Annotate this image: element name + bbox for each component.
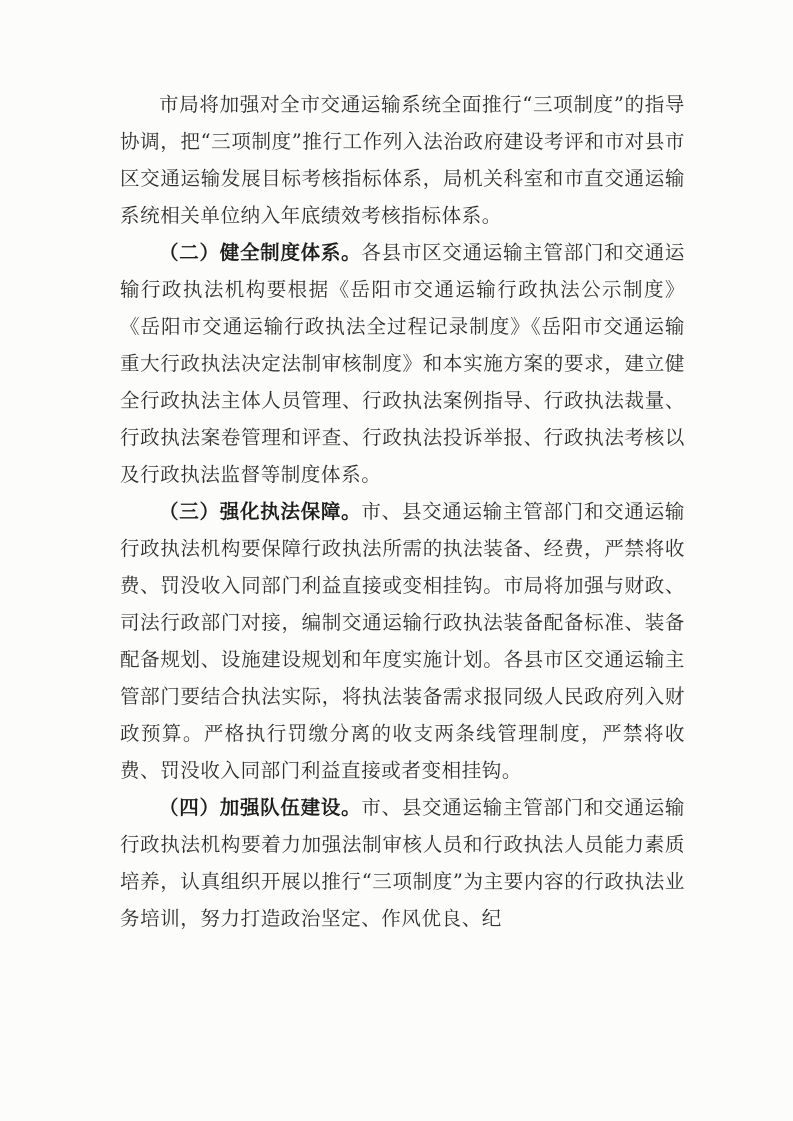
- paragraph-section-2: [120, 234, 685, 493]
- paragraph-intro-text: 市局将加强对全市交通运输系统全面推行“三项制度”的指导协调，把“三项制度”推行工作列入法治政府建设考评和市对县市区交通运输发展目标考核指标体系，局机关科室和市直交通运输系统相关单位纳入年底绩效考核指标体系。: [120, 93, 685, 227]
- section-3-heading: （三）强化执法保障。: [159, 500, 362, 523]
- section-2-heading: （二）健全制度体系。: [159, 241, 362, 264]
- section-4-heading: （四）加强队伍建设。: [159, 796, 362, 819]
- paragraph-section-4: [120, 789, 685, 937]
- section-3-text: 市、县交通运输主管部门和交通运输行政执法机构要保障行政执法所需的执法装备、经费，严禁将收费、罚没收入同部门利益直接或变相挂钩。市局将加强与财政、司法行政部门对接，编制交通运输行政执法装备配备标准、装备配备规划、设施建设规划和年度实施计划。各县市区交通运输主管部门要结合执法实际，将执法装备需求报同级人民政府列入财政预算。严格执行罚缴分离的收支两条线管理制度，严禁将收费、罚没收入同部门利益直接或者变相挂钩。: [120, 500, 685, 782]
- paragraph-intro: [120, 86, 685, 234]
- paragraph-section-3: [120, 493, 685, 789]
- section-2-text: 各县市区交通运输主管部门和交通运输行政执法机构要根据《岳阳市交通运输行政执法公示制度》《岳阳市交通运输行政执法全过程记录制度》《岳阳市交通运输重大行政执法决定法制审核制度》和本实施方案的要求，建立健全行政执法主体人员管理、行政执法案例指导、行政执法裁量、行政执法案卷管理和评查、行政执法投诉举报、行政执法考核以及行政执法监督等制度体系。: [120, 241, 685, 486]
- document-body: [120, 86, 685, 937]
- section-4-text: 市、县交通运输主管部门和交通运输行政执法机构要着力加强法制审核人员和行政执法人员能力素质培养，认真组织开展以推行“三项制度”为主要内容的行政执法业务培训，努力打造政治坚定、作风优良、纪: [120, 796, 685, 930]
